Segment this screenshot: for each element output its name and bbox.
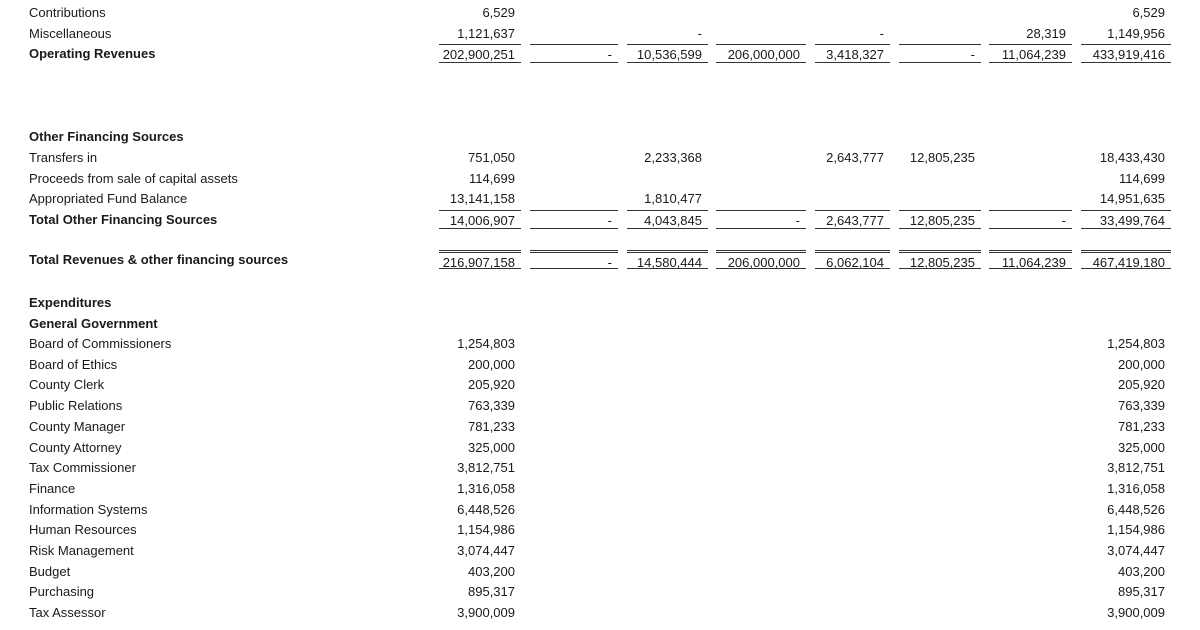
section-title: Expenditures — [29, 295, 112, 310]
row-label: Tax Assessor — [29, 605, 106, 620]
section-header — [0, 293, 1200, 312]
cell-value: 114,699 — [468, 171, 515, 186]
cell-value: 11,064,239 — [989, 44, 1072, 63]
cell-value: 3,812,751 — [457, 460, 515, 475]
table-row — [0, 334, 1200, 353]
cell-value: 325,000 — [468, 440, 515, 455]
table-row — [0, 458, 1200, 477]
table-row — [0, 541, 1200, 560]
cell-value: - — [899, 44, 981, 63]
cell-value: 12,805,235 — [909, 150, 975, 165]
cell-value: 3,074,447 — [1107, 543, 1165, 558]
table-row — [0, 603, 1200, 622]
cell-value: 2,643,777 — [815, 210, 890, 229]
cell-value: 6,529 — [482, 5, 515, 20]
row-label: Finance — [29, 481, 76, 496]
cell-value: 1,254,803 — [457, 336, 515, 351]
cell-value: 18,433,430 — [1099, 150, 1165, 165]
cell-value: 1,254,803 — [1107, 336, 1165, 351]
row-label: Total Revenues & other financing sources — [29, 252, 289, 267]
row-label: Purchasing — [29, 584, 95, 599]
cell-value: 11,064,239 — [989, 250, 1072, 269]
row-label: Miscellaneous — [29, 26, 112, 41]
cell-value: 33,499,764 — [1081, 210, 1171, 229]
cell-value: 467,419,180 — [1081, 250, 1171, 269]
cell-value: - — [697, 26, 702, 41]
table-row — [0, 562, 1200, 581]
cell-value: - — [989, 210, 1072, 229]
cell-value: 6,529 — [1132, 5, 1165, 20]
section-title: Other Financing Sources — [29, 129, 184, 144]
cell-value: 781,233 — [468, 419, 515, 434]
table-row — [0, 375, 1200, 394]
cell-value: 781,233 — [1118, 419, 1165, 434]
cell-value: 14,951,635 — [1099, 191, 1165, 206]
row-label: Human Resources — [29, 522, 137, 537]
cell-value: 10,536,599 — [627, 44, 708, 63]
row-label: Board of Commissioners — [29, 336, 172, 351]
cell-value: 763,339 — [468, 398, 515, 413]
cell-value: 200,000 — [468, 357, 515, 372]
cell-value: 895,317 — [1118, 584, 1165, 599]
table-row — [0, 417, 1200, 436]
table-row — [0, 520, 1200, 539]
cell-value: 28,319 — [1026, 26, 1066, 41]
cell-value: 433,919,416 — [1081, 44, 1171, 63]
row-label: Information Systems — [29, 502, 148, 517]
cell-value: 206,000,000 — [716, 44, 806, 63]
cell-value: 403,200 — [468, 564, 515, 579]
table-row — [0, 24, 1200, 43]
cell-value: 325,000 — [1118, 440, 1165, 455]
row-label: County Clerk — [29, 377, 105, 392]
cell-value: 12,805,235 — [899, 250, 981, 269]
row-label: Board of Ethics — [29, 357, 118, 372]
cell-value: 3,074,447 — [457, 543, 515, 558]
cell-value: - — [879, 26, 884, 41]
cell-value: 3,812,751 — [1107, 460, 1165, 475]
row-label: Tax Commissioner — [29, 460, 136, 475]
cell-value: 6,448,526 — [1107, 502, 1165, 517]
cell-value: 1,154,986 — [457, 522, 515, 537]
row-label: Budget — [29, 564, 71, 579]
cell-value: - — [530, 210, 618, 229]
cell-value: 403,200 — [1118, 564, 1165, 579]
section-title: General Government — [29, 316, 158, 331]
row-label: Proceeds from sale of capital assets — [29, 171, 238, 186]
row-label: Appropriated Fund Balance — [29, 191, 188, 206]
table-row — [0, 500, 1200, 519]
row-label: Risk Management — [29, 543, 134, 558]
row-label: Transfers in — [29, 150, 98, 165]
table-row — [0, 582, 1200, 601]
row-label: Operating Revenues — [29, 46, 156, 61]
table-row — [0, 169, 1200, 188]
section-header — [0, 127, 1200, 146]
cell-value: 216,907,158 — [439, 250, 521, 269]
cell-value: 763,339 — [1118, 398, 1165, 413]
table-row — [0, 355, 1200, 374]
cell-value: 114,699 — [1118, 171, 1165, 186]
cell-value: - — [530, 250, 618, 269]
row-label: Total Other Financing Sources — [29, 212, 218, 227]
subtotal-row — [0, 210, 1200, 229]
cell-value: 3,900,009 — [1107, 605, 1165, 620]
cell-value: 3,900,009 — [457, 605, 515, 620]
row-label: County Attorney — [29, 440, 122, 455]
cell-value: 6,448,526 — [457, 502, 515, 517]
cell-value: 14,580,444 — [627, 250, 708, 269]
cell-value: 2,643,777 — [826, 150, 884, 165]
cell-value: - — [716, 210, 806, 229]
cell-value: 6,062,104 — [815, 250, 890, 269]
table-row — [0, 438, 1200, 457]
cell-value: 205,920 — [468, 377, 515, 392]
cell-value: 13,141,158 — [449, 191, 515, 206]
table-row — [0, 479, 1200, 498]
cell-value: 202,900,251 — [439, 44, 521, 63]
cell-value: 200,000 — [1118, 357, 1165, 372]
table-row — [0, 3, 1200, 22]
cell-value: 751,050 — [468, 150, 515, 165]
cell-value: 12,805,235 — [899, 210, 981, 229]
table-row — [0, 396, 1200, 415]
cell-value: 4,043,845 — [627, 210, 708, 229]
table-row — [0, 148, 1200, 167]
total-row — [0, 250, 1200, 269]
row-label: Contributions — [29, 5, 106, 20]
row-label: Public Relations — [29, 398, 123, 413]
cell-value: 205,920 — [1118, 377, 1165, 392]
cell-value: 1,810,477 — [644, 191, 702, 206]
subtotal-row — [0, 44, 1200, 63]
table-row — [0, 189, 1200, 208]
cell-value: 1,154,986 — [1107, 522, 1165, 537]
cell-value: 14,006,907 — [439, 210, 521, 229]
cell-value: 3,418,327 — [815, 44, 890, 63]
cell-value: 1,316,058 — [457, 481, 515, 496]
section-header — [0, 314, 1200, 333]
cell-value: 2,233,368 — [644, 150, 702, 165]
row-label: County Manager — [29, 419, 126, 434]
cell-value: - — [530, 44, 618, 63]
cell-value: 206,000,000 — [716, 250, 806, 269]
cell-value: 895,317 — [468, 584, 515, 599]
cell-value: 1,121,637 — [457, 26, 515, 41]
cell-value: 1,316,058 — [1107, 481, 1165, 496]
cell-value: 1,149,956 — [1107, 26, 1165, 41]
